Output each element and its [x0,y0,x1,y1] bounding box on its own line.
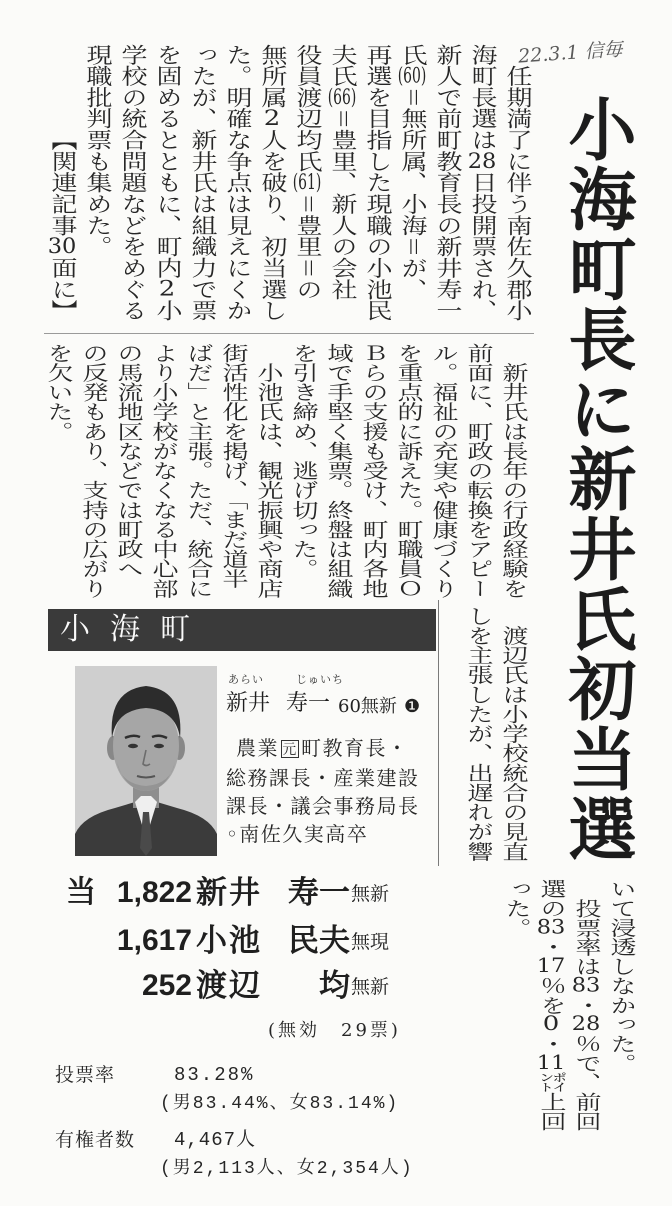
turnout-breakdown: (男83.44%、女83.14%) [160,1094,400,1114]
section-divider [44,333,534,334]
body-column: の反発もあり、支持の広がり [78,343,108,599]
lead-column: 再選を目指した現職の小池民 [362,44,392,322]
body-column: いて浸透しなかった。 [606,879,636,1073]
electorate-value: 4,467人 [174,1129,257,1151]
lead-column: 夫氏(66)＝豊里、新人の会社 [327,44,357,300]
candidate-given-name: 寿一 [286,691,331,716]
body-column: ばだ」と主張。ただ、統合に [183,343,213,599]
turnout-value: 83.28% [174,1064,255,1086]
turnout-label: 投票率 [55,1064,116,1086]
body-column: を重点的に訴えた。町職員Ｏ [393,343,423,599]
handwritten-date-note: 22.3.1 信毎 [517,38,624,68]
body-column: 域で手堅く集票。終盤は組織 [323,343,353,599]
career-line: 総務課長・産業建設 [226,766,420,790]
body-column: しを主張したが、出遅れが響 [463,606,493,862]
candidate-surname: 渡辺 [196,968,262,1003]
candidate-affiliation: 無新 [351,884,390,905]
lead-column: 現職批判票も集めた。 [82,44,112,258]
body-column: 前面に、町政の転換をアピー [463,343,493,599]
lead-column: ったが、新井氏は組織力で票 [187,44,217,322]
body-column: より小学校がなくなる中心部 [148,343,178,599]
article-body [40,343,530,598]
candidate-surname: 新井 [226,691,271,716]
electorate-label: 有権者数 [55,1129,136,1151]
body-column: Ｂらの支援も受け、町内各地 [358,343,388,599]
lead-column: 新人で前町教育長の新井寿一 [432,44,462,322]
body-column: 渡辺氏は小学校統合の見直 [498,625,528,862]
body-column: 小池氏は、観光振興や商店 [253,362,283,599]
lead-column: を固めるとともに、町内2小 [152,44,182,322]
candidate-affiliation: 無現 [351,932,390,953]
career-text: 農業 [236,736,279,760]
surname-furigana: あらい [228,673,264,686]
career-line [236,736,409,760]
body-column: 街活性化を掲げ、「まだ道半 [218,343,248,589]
lead-column: 無所属2人を破り、初当選し [257,44,287,322]
candidate-given-name: 民夫 [288,923,350,958]
body-column: を引き締め、逃げ切った。 [288,343,318,579]
candidate-photo [75,666,217,856]
invalid-votes: (無効 29票) [268,1020,401,1041]
former-mark: 元 [282,742,298,758]
lead-column: 海町長選は28日投開票され、 [467,44,497,322]
lead-column: 氏(60)＝無所属、小海＝が、 [397,44,427,300]
vote-count: 1,617 [116,924,192,957]
career-line: 課長・議会事務局長 [226,794,420,818]
lead-column: 学校の統合問題などをめぐる [117,44,147,322]
result-row [0,967,460,1005]
lead-column: 任期満了に伴う南佐久郡小 [502,65,532,322]
body-column: ル。福祉の充実や健康づくり [428,343,458,599]
candidate-age-status: 60無新 [338,696,397,717]
town-label-bar: 小海町 [48,609,436,651]
career-line: ◦南佐久実高卒 [226,822,369,846]
related-article-note: 【関連記事30面に】 [47,129,77,322]
lead-column: た。明確な争点は見えにくか [222,44,252,322]
result-row [0,922,460,960]
candidate-surname: 小池 [196,923,262,958]
vote-count: 252 [141,969,192,1002]
lead-column: 役員渡辺均氏(61)＝豊里＝の [292,44,322,300]
body-column: 選の83・17％を0・11㌽上回 [536,879,566,1131]
winner-mark: 当 [66,876,96,909]
first-term-mark: ❶ [404,696,421,717]
candidate-given-name: 均 [319,968,350,1003]
body-column: を欠いた。 [43,343,73,442]
candidate-affiliation: 無新 [351,977,390,998]
candidate-surname: 新井 [196,875,262,910]
article-body-continued [460,606,530,861]
career-text: 町教育長・ [301,736,409,760]
given-name-furigana: じゅいち [296,673,344,686]
body-column: 新井氏は長年の行政経験を [498,362,528,599]
body-column: の馬流地区などでは町政へ [113,343,143,579]
body-column: 投票率は83・28％で、前回 [571,898,601,1131]
article-body-end [498,879,638,1131]
lead-paragraph [44,44,534,321]
vote-count: 1,822 [116,876,192,909]
electorate-breakdown: (男2,113人、女2,354人) [160,1159,414,1179]
headline: 小海町長に新井氏初当選 [557,94,637,864]
result-row-winner [0,874,460,912]
candidate-given-name: 寿一 [288,875,350,910]
profile-box-divider [438,600,439,866]
body-column: った。 [501,879,531,938]
